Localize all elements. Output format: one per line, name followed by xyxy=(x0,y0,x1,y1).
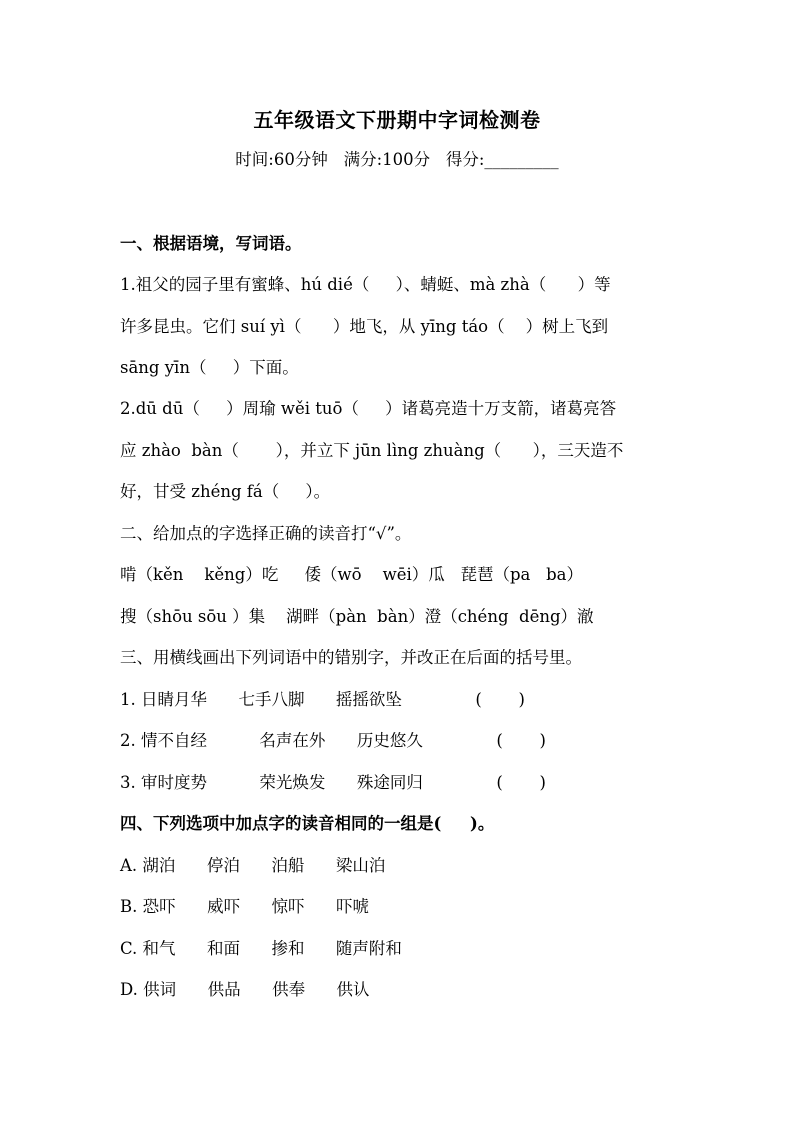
section-1-line: sāng yīn（ ）下面。 xyxy=(120,358,299,377)
section-1-line: 好，甘受 zhéng fá（ ）。 xyxy=(120,482,331,501)
section-3-heading: 三、用横线画出下列词语中的错别字，并改正在后面的括号里。 xyxy=(120,648,582,667)
section-4-heading: 四、下列选项中加点字的读音相同的一组是( )。 xyxy=(120,814,495,833)
section-4-option: C. 和气 和面 掺和 随声附和 xyxy=(120,939,402,958)
section-2-line: 搜（shōu sōu ）集 湖畔（pàn bàn）澄（chéng dēng）澈 xyxy=(120,607,594,626)
section-1-line: 许多昆虫。它们 suí yì（ ）地飞，从 yīng táo（ ）树上飞到 xyxy=(120,317,609,336)
section-1-heading: 一、根据语境，写词语。 xyxy=(120,234,302,253)
section-4-option: A. 湖泊 停泊 泊船 梁山泊 xyxy=(120,856,386,875)
section-2-heading: 二、给加点的字选择正确的读音打“√”。 xyxy=(120,524,412,543)
section-2-line: 啃（kěn kěng）吃 倭（wō wēi）瓜 琵琶（pa ba） xyxy=(120,565,584,584)
page-title: 五年级语文下册期中字词检测卷 xyxy=(253,108,541,132)
section-3-line: 3. 审时度势 荣光焕发 殊途同归 ( ) xyxy=(120,773,546,792)
section-3-line: 2. 情不自经 名声在外 历史悠久 ( ) xyxy=(120,731,546,750)
section-4-option: B. 恐吓 威吓 惊吓 吓唬 xyxy=(120,897,370,916)
exam-meta: 时间:60分钟 满分:100分 得分:_________ xyxy=(235,150,559,169)
section-1-line: 应 zhào bàn（ ），并立下 jūn lìng zhuàng（ ），三天造不 xyxy=(120,441,624,460)
section-1-line: 1.祖父的园子里有蜜蜂、hú dié（ ）、蜻蜓、mà zhà（ ）等 xyxy=(120,275,611,294)
section-1-line: 2.dū dū（ ）周瑜 wěi tuō（ ）诸葛亮造十万支箭，诸葛亮答 xyxy=(120,399,617,418)
section-4-option: D. 供词 供品 供奉 供认 xyxy=(120,980,370,999)
section-3-line: 1. 日睛月华 七手八脚 摇摇欲坠 ( ) xyxy=(120,690,525,709)
